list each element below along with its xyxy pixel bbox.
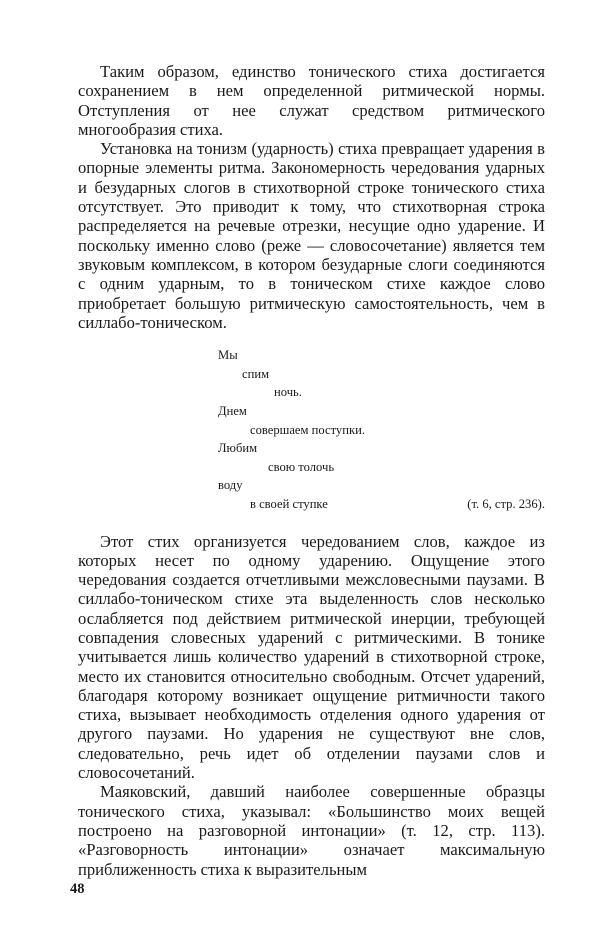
verse-quote <box>218 346 545 513</box>
verse-line: воду <box>218 478 243 493</box>
paragraph-3: Этот стих организуется чередованием слов, каждое из которых несет по одному ударению. Ощущение этого чередования создается отчетливыми межсловесными паузами. В силлабо-тоническом стихе эта выделенность слов несколько ослабляется под действием ритмической инерции, требующей совпадения словесных ударений с ритмическими. В тонике учитывается лишь количество ударений в стихотворной строке, место их становится относительно свободным. Отсчет ударений, благодаря которому возникает ощущение ритмичности такого стиха, вызывает необходимость отделения одного ударения от другого паузами. Но ударения не существуют вне слов, следовательно, речь идет об отделении паузами слов и словосочетаний. <box>78 531 545 783</box>
paragraph-1: Таким образом, единство тонического стиха достигается сохранением в нем определенной ритмической нормы. Отступления от нее служат средством ритмического многообразия стиха. <box>78 62 545 139</box>
verse-line: Любим <box>218 441 258 456</box>
paragraph-2: Установка на тонизм (ударность) стиха превращает ударения в опорные элементы ритма. Закономерность чередования ударных и безударных слогов в стихотворной строке тонического стиха отсутствует. Это приводит к тому, что стихотворная строка распределяется на речевые отрезки, несущие одно ударение. И поскольку именно слово (реже — словосочетание) является тем звуковым комплексом, в котором безударные слоги соединяются с одним ударным, то в тоническом стихе каждое слово приобретает большую ритмическую самостоятельность, чем в силлабо-тоническом. <box>78 139 545 332</box>
page-body <box>78 62 545 879</box>
verse-line: ночь. <box>274 385 302 400</box>
verse-line: спим <box>242 366 270 381</box>
page-number: 48 <box>70 881 85 897</box>
verse-line: Мы <box>218 348 238 363</box>
verse-reference: (т. 6, стр. 236). <box>467 496 545 511</box>
verse-line: свою толочь <box>268 459 335 474</box>
verse-line: совершаем поступки. <box>250 422 365 437</box>
paragraph-4: Маяковский, давший наиболее совершенные образцы тонического стиха, указывал: «Большинство моих вещей построено на разговорной интонации» (т. 12, стр. 113). «Разговорность интонации» означает максимальную приближенность стиха к выразительным <box>78 782 545 879</box>
verse-line: Днем <box>218 403 247 418</box>
verse-line: в своей ступке <box>250 496 328 511</box>
